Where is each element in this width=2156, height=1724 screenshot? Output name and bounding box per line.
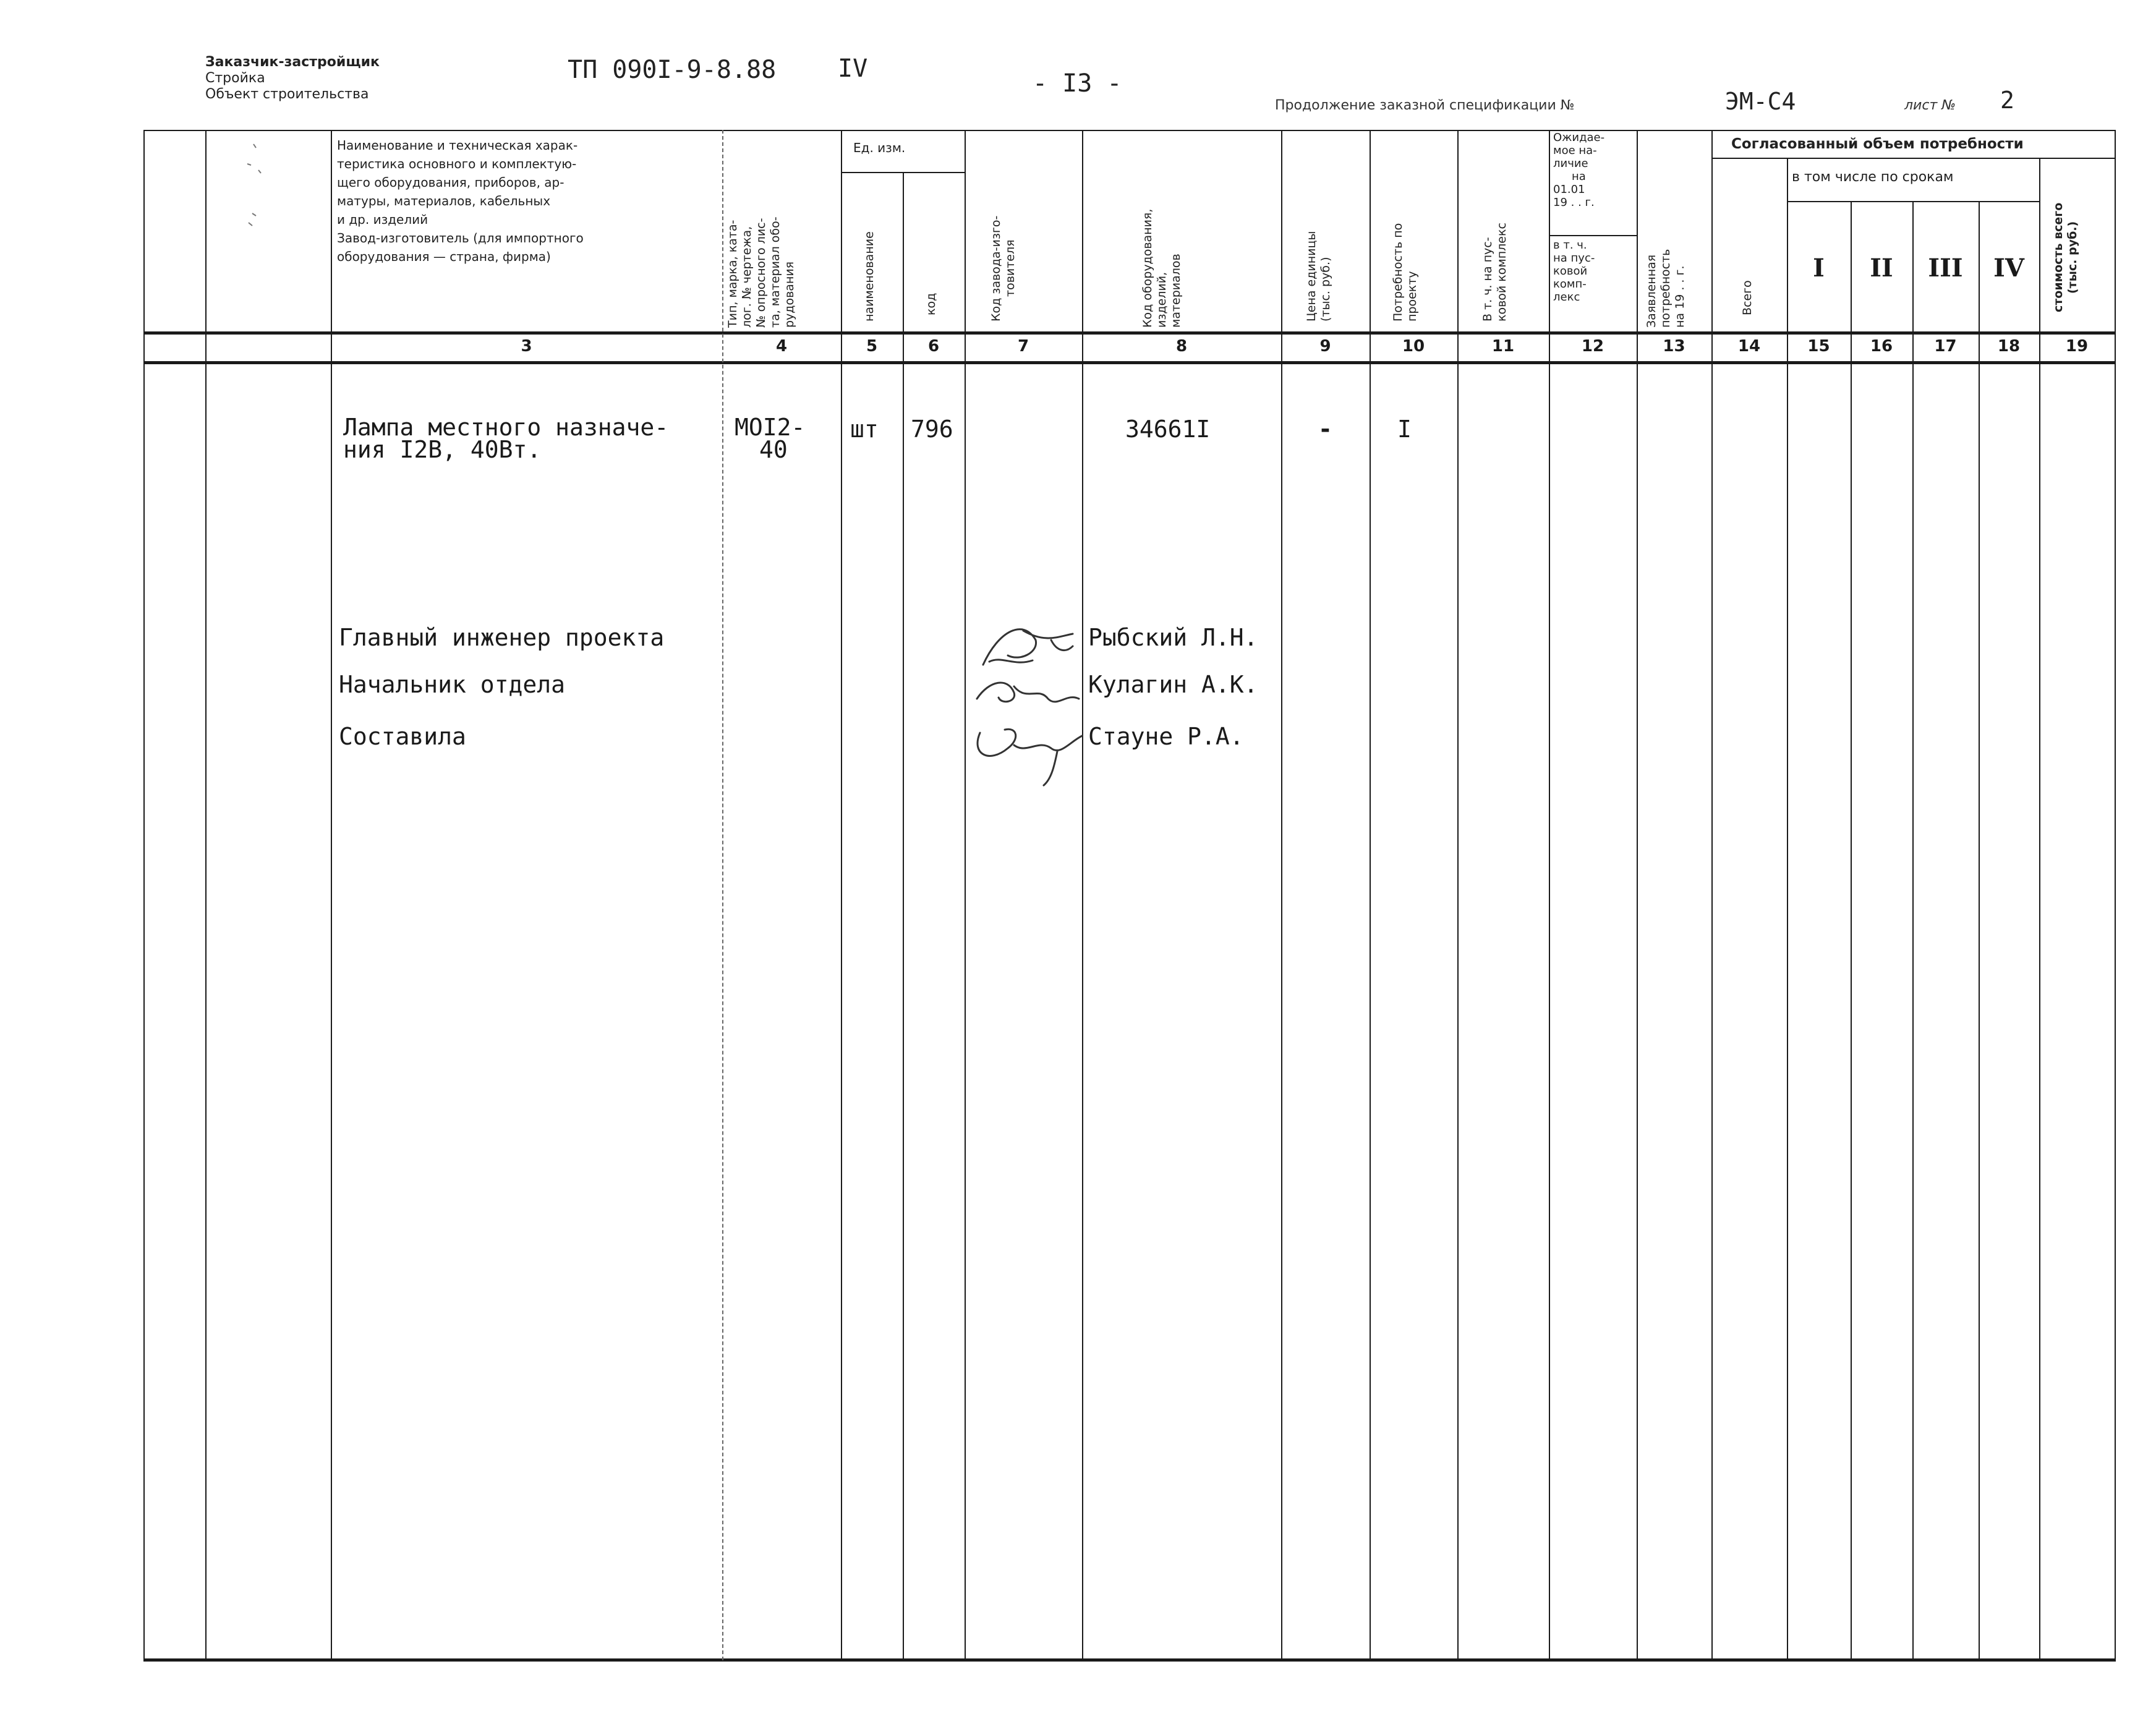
col14-header (1741, 280, 1755, 315)
col10-header-line: проекту (1405, 271, 1419, 322)
item-name-line1: Лампа местного назначе- (343, 414, 669, 441)
col6-header-line: код (924, 292, 938, 315)
col-line-7 (1082, 130, 1083, 1660)
col7-header-line: товителя (1003, 239, 1017, 297)
col3-header (337, 136, 584, 266)
col12-top-header (1553, 131, 1604, 209)
col-number: 11 (1491, 337, 1515, 356)
col12-header-line: лекс (1553, 291, 1580, 304)
col-line-1 (205, 130, 207, 1660)
col12-header-line: личие (1553, 157, 1588, 170)
col-number: 18 (1997, 337, 2021, 356)
col-number: 9 (1319, 337, 1331, 356)
page-number: - I3 - (1033, 69, 1122, 98)
col13-header-line: потребность (1659, 249, 1672, 328)
col-number: 16 (1870, 337, 1893, 356)
col12-header-line: на (1572, 170, 1586, 183)
col-number: 14 (1737, 337, 1761, 356)
col-line-5 (903, 172, 904, 1660)
department-head-name: Кулагин А.К. (1088, 671, 1258, 698)
document-code: ТП 090I-9-8.88 (568, 56, 777, 84)
item-name-line2: ния I2В, 40Вт. (343, 436, 542, 463)
item-equipment-code: 34661I (1125, 416, 1211, 443)
col3-header-line: Завод-изготовитель (для импортного (337, 231, 584, 245)
col3-header-line: и др. изделий (337, 212, 428, 227)
col-number: 12 (1581, 337, 1604, 356)
col9-header-line: Цена единицы (1305, 231, 1318, 322)
col-line-16 (1912, 201, 1914, 1660)
col11-header (1481, 223, 1509, 322)
by-terms-header: в том числе по срокам (1792, 169, 1954, 185)
col19-header (2052, 203, 2080, 312)
col-number: 4 (775, 337, 788, 356)
col4-header-line: Тип, марка, ката- (726, 220, 739, 328)
department-head-title: Начальник отдела (339, 671, 566, 698)
agreed-group-line (1711, 158, 2115, 159)
agreed-volume-header: Согласованный объем потребности (1731, 136, 2024, 152)
col-number: 15 (1807, 337, 1830, 356)
compiler-name: Стауне Р.А. (1088, 723, 1244, 750)
col13-header (1645, 249, 1687, 328)
col8-header (1141, 209, 1183, 328)
col-numbers-bottom-line (143, 361, 2116, 364)
col-line-4 (841, 130, 842, 1660)
col12-bottom-header (1553, 239, 1595, 304)
scan-marks (229, 139, 278, 232)
col8-header-line: материалов (1169, 254, 1183, 328)
col-line-11 (1549, 130, 1550, 1660)
col5-header-line: наименование (863, 231, 876, 322)
unit-group-header: Ед. изм. (853, 140, 906, 155)
header-bottom-line (143, 331, 2116, 335)
spec-number: ЭМ-С4 (1725, 88, 1796, 115)
col3-header-line: оборудования — страна, фирма) (337, 249, 551, 264)
col12-header-line: Ожидае- (1553, 131, 1605, 144)
col5-header (863, 231, 877, 322)
col-number: 17 (1934, 337, 1957, 356)
item-type-line2: 40 (759, 436, 788, 463)
col4-header-line: лог. № чертежа, (740, 226, 754, 328)
object-label: Объект строительства (205, 87, 369, 102)
col-line-15 (1851, 201, 1852, 1660)
table-top-line (143, 130, 2116, 131)
col12-header-line: 01.01 (1553, 183, 1585, 196)
term-q4: IV (1993, 254, 2024, 283)
col12-header-line: в т. ч. (1553, 239, 1587, 252)
col-line-6 (965, 130, 966, 1660)
term-q1: I (1813, 254, 1825, 283)
col19-header-line: стоимость всего (2052, 202, 2065, 312)
col7-header-line: Код завода-изго- (989, 215, 1003, 322)
spec-title: Продолжение заказной спецификации № (1275, 98, 1575, 113)
col-line-9 (1370, 130, 1371, 1660)
col-number: 5 (866, 337, 878, 356)
col-number: 13 (1663, 337, 1685, 356)
term-q3: III (1928, 254, 1963, 283)
col-line-10 (1457, 130, 1459, 1660)
col-line-14 (1787, 158, 1788, 1660)
col6-header (924, 293, 939, 315)
col4-header-line: та, материал обо- (769, 216, 782, 328)
col19-header-line: (тыс. руб.) (2066, 221, 2079, 294)
signature-marks (965, 594, 1088, 792)
col12-header-line: комп- (1553, 278, 1587, 291)
col-line-13 (1711, 130, 1713, 1660)
col-number: 10 (1402, 337, 1425, 356)
col4-header-line: рудования (783, 261, 796, 328)
col12-header-line: на пус- (1553, 252, 1595, 265)
col13-header-line: на 19 . . г. (1673, 265, 1687, 328)
col11-header-line: В т. ч. на пус- (1481, 237, 1494, 322)
col-line-0 (143, 130, 145, 1660)
col3-header-line: теристика основного и комплектую- (337, 156, 577, 171)
item-price: - (1318, 416, 1332, 443)
compiler-title: Составила (339, 723, 466, 750)
table-bottom-line (143, 1658, 2116, 1662)
col10-header (1391, 223, 1420, 322)
department-head-signature (977, 683, 1079, 702)
col4-header (726, 216, 797, 328)
col8-header-line: изделий, (1155, 271, 1169, 328)
sheet-label: лист № (1904, 98, 1956, 113)
col12-header-line: 19 . . г. (1553, 196, 1595, 209)
col-number: 3 (521, 337, 532, 356)
customer-label: Заказчик-застройщик (205, 54, 380, 70)
col9-header (1305, 231, 1333, 322)
col11-header-line: ковой комплекс (1495, 223, 1509, 322)
col8-header-line: Код оборудования, (1141, 208, 1154, 328)
col-line-2 (331, 130, 332, 1660)
c12-split-line (1549, 235, 1637, 236)
item-unit-code: 796 (911, 416, 953, 443)
col-line-17 (1979, 201, 1980, 1660)
chief-engineer-title: Главный инженер проекта (339, 624, 665, 651)
col-line-12 (1637, 130, 1638, 1660)
item-type-line1: МОI2- (735, 414, 806, 441)
col13-header-line: Заявленная (1645, 254, 1658, 328)
col9-header-line: (тыс. руб.) (1319, 257, 1332, 322)
chief-engineer-signature (983, 629, 1073, 665)
sheet-number: 2 (2000, 87, 2014, 114)
col14-header-line: Всего (1741, 280, 1754, 315)
col3-header-line: Наименование и техническая харак- (337, 138, 578, 153)
compiler-signature (978, 729, 1082, 785)
col4-header-line: № опросного лис- (754, 218, 768, 328)
col-number: 6 (927, 337, 940, 356)
chief-engineer-name: Рыбский Л.Н. (1088, 624, 1258, 651)
col10-header-line: Потребность по (1391, 223, 1405, 322)
album-number: IV (838, 54, 868, 83)
scan-mark-dots (247, 144, 261, 226)
col3-header-line: щего оборудования, приборов, ар- (337, 175, 565, 190)
construction-label: Стройка (205, 70, 265, 86)
col-line-19 (2115, 130, 2116, 1660)
col12-header-line: мое на- (1553, 144, 1597, 157)
col-line-3 (722, 130, 723, 1660)
item-need: I (1397, 416, 1412, 443)
col-line-18 (2039, 158, 2040, 1660)
col3-header-line: матуры, материалов, кабельных (337, 194, 551, 208)
col-number: 19 (2065, 337, 2089, 356)
col12-header-line: ковой (1553, 265, 1588, 278)
col-number: 8 (1175, 337, 1188, 356)
col-line-8 (1281, 130, 1282, 1660)
col7-header (989, 216, 1018, 322)
col-number: 7 (1017, 337, 1029, 356)
item-unit: шт (850, 416, 879, 443)
term-q2: II (1870, 254, 1893, 283)
